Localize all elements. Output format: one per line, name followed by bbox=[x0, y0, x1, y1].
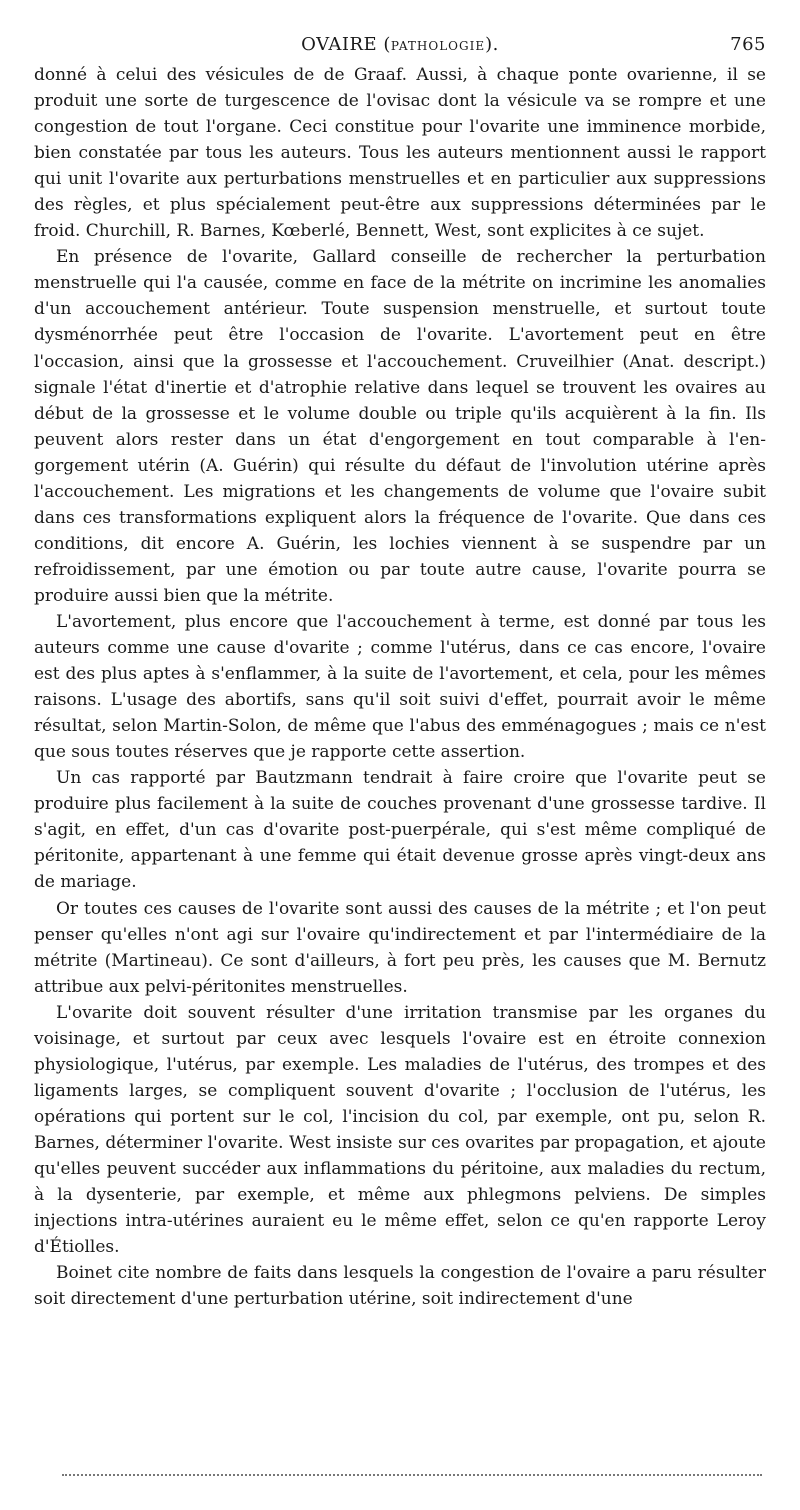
page bbox=[34, 30, 766, 1312]
running-header bbox=[34, 30, 766, 60]
paragraph-4: Un cas rapporté par Bautzmann tendrait à faire croire que l'ovarite peut se produire plus facilement à la suite de couches provenant d'une grossesse tardive. Il s'agit, en effet, d'un cas d'ovarite post-puerpérale, qui s'est même compliqué de péritonite, appartenant à une femme qui était devenue grosse après vingt-deux ans de mariage. bbox=[34, 768, 766, 893]
paragraph-2: En présence de l'ovarite, Gallard conseille de rechercher la perturbation menstruelle qui l'a causée, comme en face de la métrite on incrimine les anomalies d'un accouchement antérieur. Toute suspension menstruelle, et surtout toute dysménorrhée peut être l'occasion de l'ovarite. L'avortement peut en être l'occasion, ainsi que la grossesse et l'accouchement. Cruveilhier (Anat. descript.) signale l'état d'inertie et d'atrophie relative dans lequel se trouvent les ovaires au début de la grossesse et le volume double ou triple qu'ils acquièrent à la fin. Ils peuvent alors rester dans un état d'engorgement en tout comparable à l'engorgement utérin (A. Guérin) qui résulte du défaut de l'involution utérine après l'accouchement. Les migrations et les changements de volume que l'ovaire subit dans ces transformations expliquent alors la fréquence de l'ovarite. Que dans ces conditions, dit encore A. Guérin, les lochies viennent à se suspendre par un refroidissement, par une émotion ou par toute autre cause, l'ovarite pourra se produire aussi bien que la métrite. bbox=[34, 247, 766, 606]
running-title-open: ( bbox=[377, 34, 391, 55]
paragraph-1: donné à celui des vésicules de de Graaf. Aussi, à chaque ponte ovarienne, il se produit une sorte de turgescence de l'ovisac dont la vésicule va se rompre et une congestion de tout l'organe. Ceci constitue pour l'ovarite une imminence morbide, bien constatée par tous les auteurs. Tous les auteurs mentionnent aussi le rapport qui unit l'ovarite aux perturbations menstruelles et en particulier aux suppressions des règles, et plus spécialement peut-être aux suppressions déterminées par le froid. Churchill, R. Barnes, Kœberlé, Bennett, West, sont explicites à ce sujet. bbox=[34, 65, 766, 242]
running-title-main: OVAIRE bbox=[301, 34, 378, 55]
running-title-close: ). bbox=[485, 34, 499, 55]
body-text bbox=[34, 62, 766, 1312]
paragraph-5: Or toutes ces causes de l'ovarite sont aussi des causes de la métrite ; et l'on peut penser qu'elles n'ont agi sur l'ovaire qu'indirectement et par l'intermédiaire de la métrite (Martineau). Ce sont d'ailleurs, à fort peu près, les causes que M. Bernutz attribue aux pelvi-péritonites menstruelles. bbox=[34, 898, 766, 997]
paragraph-7: Boinet cite nombre de faits dans lesquels la congestion de l'ovaire a paru résulter soit directement d'une perturbation utérine, soit indirectement d'une bbox=[34, 1263, 766, 1310]
paragraph-6: L'ovarite doit souvent résulter d'une irritation transmise par les organes du voisinage, et surtout par ceux avec lesquels l'ovaire est en étroite connexion physiologique, l'utérus, par exemple. Les maladies de l'utérus, des trompes et des ligaments larges, se compliquent souvent d'ovarite ; l'occlusion de l'utérus, les opérations qui portent sur le col, l'incision du col, par exemple, ont pu, selon R. Barnes, déterminer l'ovarite. West insiste sur ces ovarites par propagation, et ajoute qu'elles peuvent succéder aux inflammations du péritoine, aux maladies du rectum, à la dysenterie, par exemple, et même aux phlegmons pelviens. De simples injections intra-utérines auraient eu le même effet, selon ce qu'en rapporte Leroy d'Étiolles. bbox=[34, 1002, 766, 1258]
page-number: 765 bbox=[730, 34, 766, 55]
bottom-bleed-through-line bbox=[62, 1474, 762, 1476]
running-title bbox=[34, 30, 766, 61]
paragraph-3: L'avortement, plus encore que l'accouchement à terme, est donné par tous les auteurs comme une cause d'ovarite ; comme l'utérus, dans ce cas encore, l'ovaire est des plus aptes à s'enflammer, à la suite de l'avortement, et cela, pour les mêmes raisons. L'usage des abortifs, sans qu'il soit suivi d'effet, pourrait avoir le même résultat, selon Martin-Solon, de même que l'abus des emménagogues ; mais ce n'est que sous toutes réserves que je rapporte cette assertion. bbox=[34, 611, 766, 763]
running-title-sub: PATHOLOGIE bbox=[390, 39, 486, 53]
